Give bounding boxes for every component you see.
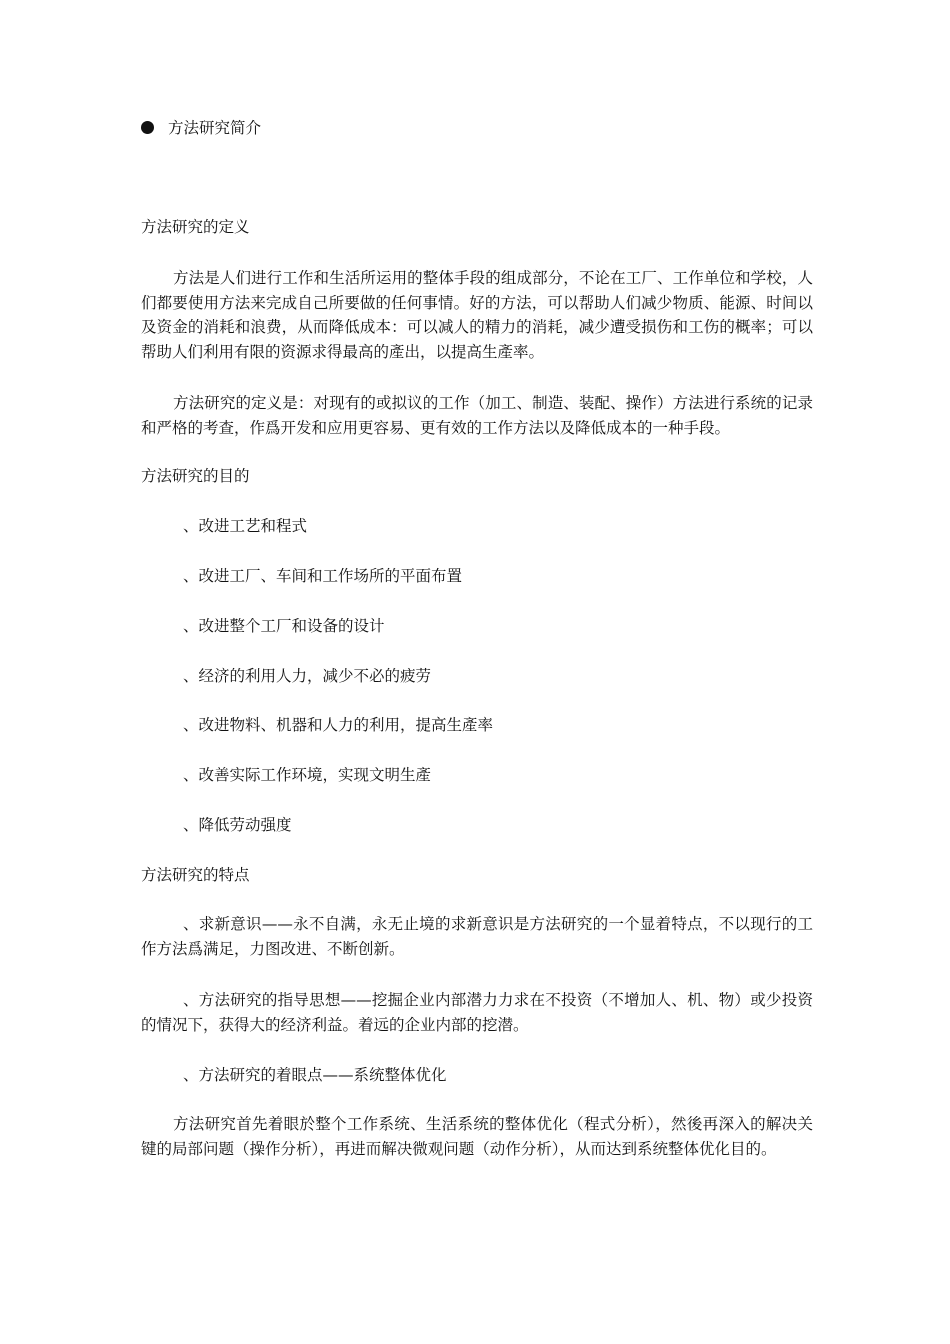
- definition-paragraph-1: 方法是人们进行工作和生活所运用的整体手段的组成部分，不论在工厂、工作单位和学校，人们都要使用方法来完成自己所要做的任何事情。好的方法，可以帮助人们减少物质、能源、时间以及资金的消耗和浪费，从而降低成本：可以减人的精力的消耗，减少遭受损伤和工伤的概率；可以帮助人们利用有限的资源求得最高的產出，以提高生產率。: [141, 269, 813, 361]
- features-item-1: 、求新意识——永不自满，永无止境的求新意识是方法研究的一个显着特点，不以现行的工作方法爲满足，力图改进、不断创新。: [141, 915, 813, 958]
- purpose-heading: 方法研究的目的: [141, 467, 250, 485]
- document-title: [141, 118, 261, 138]
- purpose-list-item: 、经济的利用人力，减少不必的疲劳: [183, 667, 432, 685]
- definition-heading: 方法研究的定义: [141, 218, 250, 236]
- title-text: 方法研究简介: [168, 119, 262, 137]
- features-item-3: 、方法研究的着眼点——系统整体优化: [183, 1066, 447, 1084]
- purpose-list-item: 、改善实际工作环境，实现文明生產: [183, 766, 432, 784]
- features-item-2: 、方法研究的指导思想——挖掘企业内部潜力力求在不投资（不增加人、机、物）或少投资的情况下，获得大的经济利益。着远的企业内部的挖潜。: [141, 991, 813, 1034]
- purpose-list-item: 、改进工厂、车间和工作场所的平面布置: [183, 567, 463, 585]
- features-heading: 方法研究的特点: [141, 866, 250, 884]
- bullet-dot-icon: [141, 121, 154, 134]
- definition-paragraph-2: 方法研究的定义是：对现有的或拟议的工作（加工、制造、装配、操作）方法进行系统的记录和严格的考查，作爲开发和应用更容易、更有效的工作方法以及降低成本的一种手段。: [141, 394, 813, 437]
- purpose-list-item: 、改进物料、机器和人力的利用，提高生產率: [183, 716, 494, 734]
- purpose-list-item: 、降低劳动强度: [183, 816, 292, 834]
- purpose-list-item: 、改进工艺和程式: [183, 517, 308, 535]
- features-paragraph: 方法研究首先着眼於整个工作系统、生活系统的整体优化（程式分析），然後再深入的解决关键的局部问题（操作分析），再进而解决微观问题（动作分析），从而达到系统整体优化目的。: [141, 1115, 813, 1158]
- purpose-list-item: 、改进整个工厂和设备的设计: [183, 617, 385, 635]
